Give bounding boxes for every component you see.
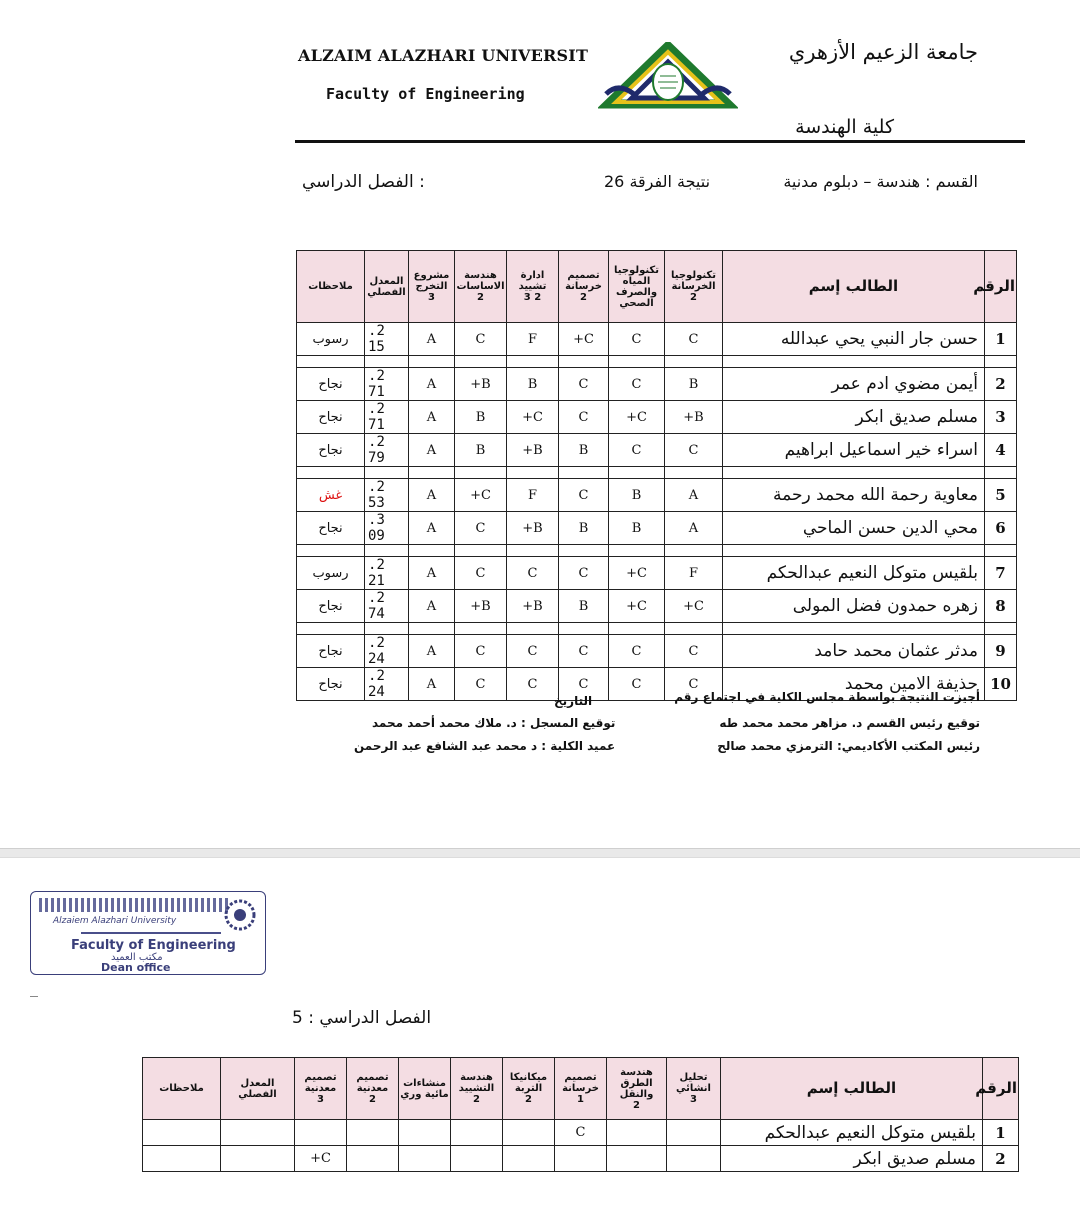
grade-cell: C+ bbox=[455, 479, 507, 512]
grade-cell: B+ bbox=[455, 368, 507, 401]
results-table-semester-5 bbox=[142, 1057, 1019, 1172]
grade-cell bbox=[295, 1120, 347, 1146]
stamp-university-en: Alzaiem Alazhari University bbox=[53, 916, 177, 926]
department-head-signature: توقيع رئيس القسم د. مزاهر محمد محمد طه bbox=[719, 716, 980, 730]
semester-average: 2. 24 bbox=[365, 668, 409, 701]
grade-cell: C bbox=[455, 323, 507, 356]
spacer-cell bbox=[665, 356, 723, 368]
spacer-cell bbox=[409, 623, 455, 635]
t2-col-header-course-8: تصميم معدنية 3 bbox=[295, 1058, 347, 1120]
grade-cell: C bbox=[455, 557, 507, 590]
spacer-cell bbox=[507, 545, 559, 557]
spacer-row bbox=[297, 467, 1017, 479]
grade-cell: C bbox=[559, 668, 609, 701]
grade-cell: C bbox=[507, 557, 559, 590]
spacer-cell bbox=[985, 545, 1017, 557]
student-name: مدثر عثمان محمد حامد bbox=[723, 635, 985, 668]
grade-cell bbox=[347, 1146, 399, 1172]
grade-cell bbox=[607, 1146, 667, 1172]
spacer-cell bbox=[609, 467, 665, 479]
grade-cell: F bbox=[507, 323, 559, 356]
row-number: 4 bbox=[985, 434, 1017, 467]
result-note: رسوب bbox=[297, 557, 365, 590]
grade-cell: C bbox=[455, 668, 507, 701]
spacer-cell bbox=[559, 623, 609, 635]
semester-5-label: الفصل الدراسي : 5 bbox=[292, 1008, 432, 1028]
grade-cell: A bbox=[665, 479, 723, 512]
spacer-cell bbox=[507, 623, 559, 635]
result-note: نجاح bbox=[297, 434, 365, 467]
row-number: 3 bbox=[985, 401, 1017, 434]
spacer-cell bbox=[723, 545, 985, 557]
spacer-cell bbox=[455, 467, 507, 479]
grade-cell: C bbox=[609, 323, 665, 356]
grade-cell bbox=[347, 1120, 399, 1146]
row-number: 8 bbox=[985, 590, 1017, 623]
t2-col-header-course-5: هندسة التشييد 2 bbox=[451, 1058, 503, 1120]
university-name-ar: جامعة الزعيم الأزهري bbox=[788, 40, 978, 64]
grade-cell bbox=[607, 1120, 667, 1146]
spacer-cell bbox=[665, 623, 723, 635]
student-name: اسراء خير اسماعيل ابراهيم bbox=[723, 434, 985, 467]
t2-col-header-number: الرقم bbox=[983, 1058, 1019, 1120]
student-name: معاوية رحمة الله محمد رحمة bbox=[723, 479, 985, 512]
result-note: غش bbox=[297, 479, 365, 512]
results-table-semester bbox=[296, 250, 1017, 701]
spacer-cell bbox=[297, 545, 365, 557]
table-row bbox=[297, 368, 1017, 401]
row-number: 10 bbox=[985, 668, 1017, 701]
table-row bbox=[297, 323, 1017, 356]
stamp-faculty-en: Faculty of Engineering bbox=[71, 938, 236, 953]
student-name: بلقيس متوكل النعيم عبدالحكم bbox=[721, 1120, 983, 1146]
spacer-cell bbox=[723, 623, 985, 635]
stamp-faculty-ar-line bbox=[81, 928, 221, 934]
grade-cell: B bbox=[507, 368, 559, 401]
grade-cell: C+ bbox=[609, 590, 665, 623]
grade-cell: A bbox=[409, 368, 455, 401]
col-header-student-name: الطالب إسم bbox=[723, 251, 985, 323]
grade-cell bbox=[555, 1146, 607, 1172]
row-number: 1 bbox=[985, 323, 1017, 356]
table-row bbox=[297, 557, 1017, 590]
grade-cell: C bbox=[555, 1120, 607, 1146]
grade-cell: B+ bbox=[507, 512, 559, 545]
spacer-cell bbox=[507, 467, 559, 479]
spacer-cell bbox=[365, 467, 409, 479]
t2-col-header-course-3: تصميم خرسانة 1 bbox=[555, 1058, 607, 1120]
grade-cell: B bbox=[609, 512, 665, 545]
stamp-office-en: Dean office bbox=[101, 961, 171, 974]
spacer-cell bbox=[507, 356, 559, 368]
semester-average: 2. 71 bbox=[365, 368, 409, 401]
stamp-seal-icon bbox=[223, 898, 257, 932]
t2-col-header-course-7: تصميم معدنية 2 bbox=[347, 1058, 399, 1120]
grade-cell: A bbox=[409, 512, 455, 545]
col-header-course-3: تصميم خرسانة 2 bbox=[559, 251, 609, 323]
grade-cell: C+ bbox=[665, 590, 723, 623]
spacer-cell bbox=[609, 545, 665, 557]
grade-cell bbox=[667, 1146, 721, 1172]
margin-mark bbox=[30, 996, 38, 997]
result-note bbox=[143, 1146, 221, 1172]
grade-cell: C bbox=[609, 368, 665, 401]
grade-cell: C bbox=[559, 557, 609, 590]
grade-cell: A bbox=[409, 590, 455, 623]
dean-office-stamp bbox=[30, 891, 266, 975]
col-header-average: المعدل الفصلي bbox=[365, 251, 409, 323]
result-note: نجاح bbox=[297, 401, 365, 434]
grade-cell: B bbox=[559, 590, 609, 623]
grade-cell bbox=[503, 1120, 555, 1146]
table-row bbox=[297, 479, 1017, 512]
spacer-cell bbox=[365, 623, 409, 635]
spacer-row bbox=[297, 545, 1017, 557]
spacer-cell bbox=[665, 467, 723, 479]
grade-cell: A bbox=[409, 668, 455, 701]
row-number: 1 bbox=[983, 1120, 1019, 1146]
grade-cell: A bbox=[409, 557, 455, 590]
faculty-name-ar: كلية الهندسة bbox=[795, 116, 894, 138]
grade-cell: A bbox=[409, 635, 455, 668]
spacer-cell bbox=[365, 545, 409, 557]
spacer-cell bbox=[559, 356, 609, 368]
t2-col-header-course-6: منشاءات مائية وري bbox=[399, 1058, 451, 1120]
semester-average: 2. 24 bbox=[365, 635, 409, 668]
semester-average: 2. 79 bbox=[365, 434, 409, 467]
grade-cell: C+ bbox=[295, 1146, 347, 1172]
grade-cell: B bbox=[455, 401, 507, 434]
grade-cell: C bbox=[455, 512, 507, 545]
t2-col-header-notes: ملاحظات bbox=[143, 1058, 221, 1120]
grade-cell: C+ bbox=[609, 401, 665, 434]
table-row bbox=[297, 401, 1017, 434]
table-row bbox=[297, 434, 1017, 467]
spacer-row bbox=[297, 356, 1017, 368]
semester-average: 2. 21 bbox=[365, 557, 409, 590]
grade-cell: B+ bbox=[455, 590, 507, 623]
spacer-cell bbox=[985, 467, 1017, 479]
result-note: نجاح bbox=[297, 368, 365, 401]
batch-result-label: نتيجة الفرقة 26 bbox=[604, 172, 711, 191]
student-name: أيمن مضوي ادم عمر bbox=[723, 368, 985, 401]
col-header-course-5: هندسة الاساسات 2 bbox=[455, 251, 507, 323]
grade-cell: C bbox=[609, 434, 665, 467]
result-note: نجاح bbox=[297, 512, 365, 545]
spacer-cell bbox=[409, 467, 455, 479]
col-header-course-6: مشروع التخرج 3 bbox=[409, 251, 455, 323]
grade-cell: C bbox=[559, 368, 609, 401]
col-header-course-2: تكنولوجيا المياه والصرف الصحي bbox=[609, 251, 665, 323]
grade-cell: C bbox=[609, 668, 665, 701]
semester-label: : الفصل الدراسي bbox=[302, 172, 425, 192]
row-number: 2 bbox=[985, 368, 1017, 401]
result-note bbox=[143, 1120, 221, 1146]
result-sheet-page-2 bbox=[0, 858, 1080, 1227]
grade-cell: B+ bbox=[507, 434, 559, 467]
student-name: محي الدين حسن الماحي bbox=[723, 512, 985, 545]
spacer-cell bbox=[455, 545, 507, 557]
row-number: 5 bbox=[985, 479, 1017, 512]
t2-col-header-course-2: هندسة الطرق والنقل 2 bbox=[607, 1058, 667, 1120]
col-header-notes: ملاحظات bbox=[297, 251, 365, 323]
grade-cell bbox=[451, 1146, 503, 1172]
row-number: 9 bbox=[985, 635, 1017, 668]
semester-average bbox=[221, 1146, 295, 1172]
academic-office-head: رئيس المكتب الأكاديمي: الترمزي محمد صالح bbox=[717, 739, 980, 753]
grade-cell: C+ bbox=[609, 557, 665, 590]
spacer-cell bbox=[409, 545, 455, 557]
row-number: 6 bbox=[985, 512, 1017, 545]
t2-col-header-student-name: الطالب إسم bbox=[721, 1058, 983, 1120]
header-divider bbox=[295, 140, 1025, 143]
grade-cell: B bbox=[665, 368, 723, 401]
student-name: بلقيس متوكل النعيم عبدالحكم bbox=[723, 557, 985, 590]
date-label: التاريخ bbox=[554, 694, 593, 708]
row-number: 7 bbox=[985, 557, 1017, 590]
grade-cell: C bbox=[455, 635, 507, 668]
grade-cell: A bbox=[409, 401, 455, 434]
grade-cell: F bbox=[507, 479, 559, 512]
grade-cell: C bbox=[665, 668, 723, 701]
semester-average: 2. 15 bbox=[365, 323, 409, 356]
stamp-office-ar: مكتب العميد bbox=[111, 952, 163, 963]
col-header-number: الرقم bbox=[985, 251, 1017, 323]
grade-cell: C bbox=[609, 635, 665, 668]
faculty-name-en: Faculty of Engineering bbox=[326, 85, 525, 103]
col-header-course-1: تكنولوجيا الخرسانة 2 bbox=[665, 251, 723, 323]
grade-cell: B+ bbox=[665, 401, 723, 434]
grade-cell: B bbox=[559, 434, 609, 467]
grade-cell: C bbox=[665, 635, 723, 668]
student-name: حسن جار النبي يحي عبدالله bbox=[723, 323, 985, 356]
grade-cell bbox=[503, 1146, 555, 1172]
spacer-cell bbox=[297, 623, 365, 635]
semester-average: 2. 53 bbox=[365, 479, 409, 512]
grade-cell bbox=[451, 1120, 503, 1146]
grade-cell: B bbox=[609, 479, 665, 512]
table-row bbox=[143, 1146, 1019, 1172]
grade-cell: C+ bbox=[507, 401, 559, 434]
spacer-cell bbox=[609, 356, 665, 368]
table-row bbox=[143, 1120, 1019, 1146]
approval-note: أجيزت النتيجة بواسطة مجلس الكلية في اجتماع رقم bbox=[674, 690, 980, 704]
result-note: رسوب bbox=[297, 323, 365, 356]
grade-cell: C bbox=[665, 434, 723, 467]
page-separator bbox=[0, 848, 1080, 858]
spacer-cell bbox=[409, 356, 455, 368]
table-row bbox=[297, 635, 1017, 668]
table-row bbox=[297, 512, 1017, 545]
t2-col-header-course-4: ميكانيكا التربة 2 bbox=[503, 1058, 555, 1120]
grade-cell bbox=[399, 1120, 451, 1146]
table-row bbox=[297, 590, 1017, 623]
grade-cell: C bbox=[507, 635, 559, 668]
student-name: مسلم صديق ابكر bbox=[721, 1146, 983, 1172]
result-note: نجاح bbox=[297, 590, 365, 623]
t2-col-header-course-1: تحليل انشائي 3 bbox=[667, 1058, 721, 1120]
semester-average: 2. 71 bbox=[365, 401, 409, 434]
grade-cell: C bbox=[665, 323, 723, 356]
grade-cell: A bbox=[409, 479, 455, 512]
student-name: مسلم صديق ابكر bbox=[723, 401, 985, 434]
spacer-cell bbox=[559, 545, 609, 557]
spacer-cell bbox=[559, 467, 609, 479]
spacer-cell bbox=[297, 467, 365, 479]
department-label: القسم : هندسة – دبلوم مدنية bbox=[783, 172, 978, 191]
semester-average: 3. 09 bbox=[365, 512, 409, 545]
semester-average: 2. 74 bbox=[365, 590, 409, 623]
grade-cell: C+ bbox=[559, 323, 609, 356]
grade-cell: B bbox=[455, 434, 507, 467]
spacer-cell bbox=[723, 467, 985, 479]
grade-cell bbox=[667, 1120, 721, 1146]
spacer-cell bbox=[665, 545, 723, 557]
spacer-cell bbox=[365, 356, 409, 368]
grade-cell: C bbox=[507, 668, 559, 701]
stamp-university-ar bbox=[39, 898, 229, 912]
t2-col-header-average: المعدل الفصلي bbox=[221, 1058, 295, 1120]
col-header-course-4: ادارة تشييد 2 3 bbox=[507, 251, 559, 323]
university-name-en: ALZAIM ALAZHARI UNIVERSIT bbox=[298, 46, 589, 65]
grade-cell: A bbox=[665, 512, 723, 545]
spacer-cell bbox=[297, 356, 365, 368]
grade-cell: C bbox=[559, 401, 609, 434]
grade-cell: A bbox=[409, 434, 455, 467]
grade-cell: B bbox=[559, 512, 609, 545]
spacer-cell bbox=[455, 623, 507, 635]
registrar-signature: توقيع المسجل : د. ملاك محمد أحمد محمد bbox=[372, 716, 616, 730]
grade-cell: F bbox=[665, 557, 723, 590]
row-number: 2 bbox=[983, 1146, 1019, 1172]
student-name: زهره حمدون فضل المولى bbox=[723, 590, 985, 623]
spacer-cell bbox=[723, 356, 985, 368]
student-name: حذيفة الامين محمد bbox=[723, 668, 985, 701]
result-note: نجاح bbox=[297, 668, 365, 701]
grade-cell: C bbox=[559, 479, 609, 512]
spacer-cell bbox=[609, 623, 665, 635]
semester-average bbox=[221, 1120, 295, 1146]
university-logo-icon bbox=[598, 42, 738, 112]
grade-cell: A bbox=[409, 323, 455, 356]
spacer-cell bbox=[455, 356, 507, 368]
grade-cell: B+ bbox=[507, 590, 559, 623]
spacer-cell bbox=[985, 356, 1017, 368]
grade-cell bbox=[399, 1146, 451, 1172]
grade-cell: C bbox=[559, 635, 609, 668]
result-note: نجاح bbox=[297, 635, 365, 668]
dean-signature: عميد الكلية : د محمد عبد الشافع عبد الرحمن bbox=[354, 739, 616, 753]
spacer-cell bbox=[985, 623, 1017, 635]
spacer-row bbox=[297, 623, 1017, 635]
